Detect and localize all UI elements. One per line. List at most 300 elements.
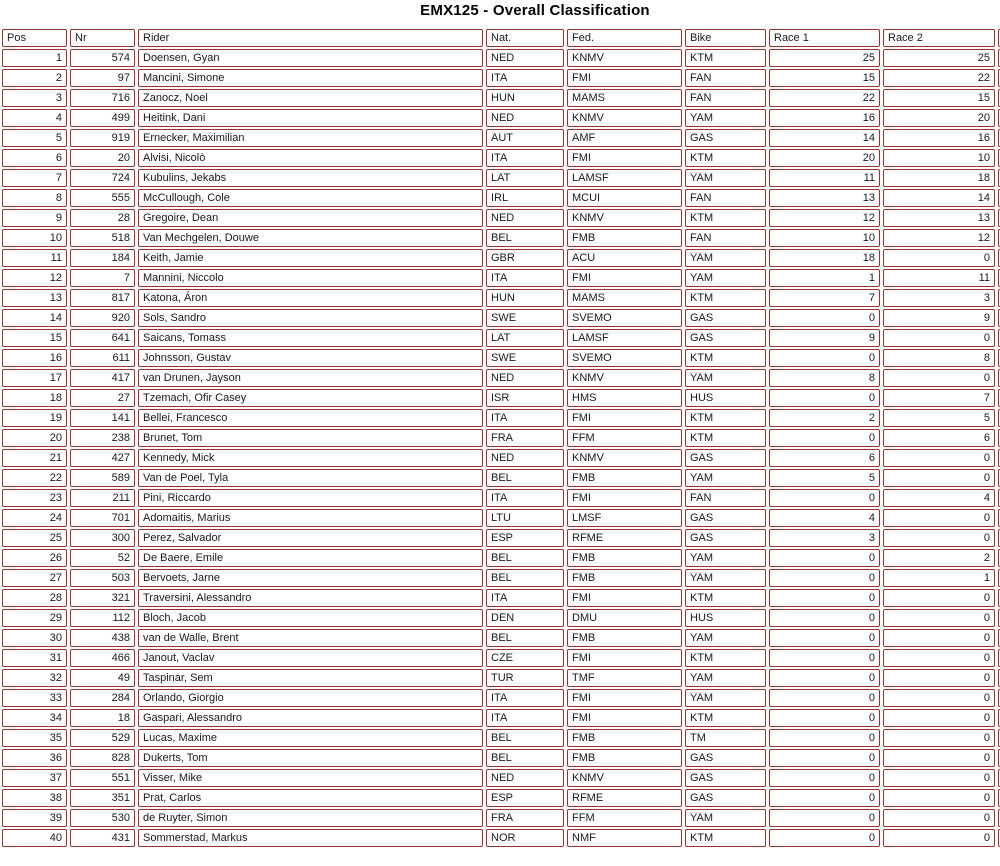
bike-cell: YAM (685, 809, 766, 827)
pos-cell: 33 (2, 689, 67, 707)
nat-cell: BEL (486, 469, 564, 487)
nat-cell: NED (486, 369, 564, 387)
race1-cell: 3 (769, 529, 880, 547)
bike-cell: FAN (685, 89, 766, 107)
race2-cell: 14 (883, 189, 995, 207)
table-row (2, 749, 1000, 767)
fed-cell: FFM (567, 429, 682, 447)
race1-cell: 4 (769, 509, 880, 527)
table-row (2, 209, 1000, 227)
nr-cell: 518 (70, 229, 135, 247)
fed-cell: LAMSF (567, 169, 682, 187)
race1-cell: 8 (769, 369, 880, 387)
bike-cell: GAS (685, 509, 766, 527)
race2-cell: 0 (883, 529, 995, 547)
pos-cell: 40 (2, 829, 67, 847)
rider-cell: Johnsson, Gustav (138, 349, 483, 367)
race1-cell: 6 (769, 449, 880, 467)
bike-cell: YAM (685, 689, 766, 707)
pos-cell: 4 (2, 109, 67, 127)
nat-cell: DEN (486, 609, 564, 627)
race1-cell: 0 (769, 689, 880, 707)
race1-cell: 0 (769, 589, 880, 607)
nr-cell: 919 (70, 129, 135, 147)
fed-cell: FMI (567, 69, 682, 87)
bike-cell: KTM (685, 829, 766, 847)
bike-cell: KTM (685, 49, 766, 67)
bike-cell: YAM (685, 369, 766, 387)
rider-cell: Saicans, Tomass (138, 329, 483, 347)
race1-cell: 0 (769, 629, 880, 647)
nr-cell: 28 (70, 209, 135, 227)
table-row (2, 689, 1000, 707)
pos-cell: 34 (2, 709, 67, 727)
nr-cell: 300 (70, 529, 135, 547)
bike-cell: KTM (685, 349, 766, 367)
nat-cell: NED (486, 209, 564, 227)
rider-cell: Perez, Salvador (138, 529, 483, 547)
nat-cell: BEL (486, 629, 564, 647)
table-row (2, 789, 1000, 807)
nr-cell: 555 (70, 189, 135, 207)
nr-cell: 141 (70, 409, 135, 427)
fed-cell: FMI (567, 689, 682, 707)
nr-cell: 20 (70, 149, 135, 167)
fed-cell: FMI (567, 709, 682, 727)
fed-cell: MAMS (567, 89, 682, 107)
table-row (2, 49, 1000, 67)
bike-cell: KTM (685, 589, 766, 607)
fed-cell: RFME (567, 529, 682, 547)
bike-cell: YAM (685, 169, 766, 187)
nr-cell: 574 (70, 49, 135, 67)
rider-cell: Adomaitis, Marius (138, 509, 483, 527)
race2-cell: 0 (883, 669, 995, 687)
race2-cell: 0 (883, 789, 995, 807)
bike-cell: KTM (685, 209, 766, 227)
rider-cell: Bloch, Jacob (138, 609, 483, 627)
table-row (2, 369, 1000, 387)
race1-cell: 1 (769, 269, 880, 287)
bike-cell: YAM (685, 269, 766, 287)
nat-cell: HUN (486, 289, 564, 307)
rider-cell: Pini, Riccardo (138, 489, 483, 507)
race1-cell: 5 (769, 469, 880, 487)
fed-cell: FMB (567, 229, 682, 247)
bike-cell: TM (685, 729, 766, 747)
bike-cell: GAS (685, 309, 766, 327)
nr-cell: 49 (70, 669, 135, 687)
race2-cell: 0 (883, 369, 995, 387)
nat-cell: NOR (486, 829, 564, 847)
race2-cell: 0 (883, 589, 995, 607)
table-row (2, 489, 1000, 507)
table-row (2, 649, 1000, 667)
race1-cell: 0 (769, 309, 880, 327)
nr-cell: 438 (70, 629, 135, 647)
nat-cell: ITA (486, 489, 564, 507)
pos-cell: 20 (2, 429, 67, 447)
nat-cell: HUN (486, 89, 564, 107)
table-row (2, 469, 1000, 487)
nr-cell: 351 (70, 789, 135, 807)
nat-cell: BEL (486, 729, 564, 747)
table-row (2, 769, 1000, 787)
nat-cell: LTU (486, 509, 564, 527)
race1-cell: 0 (769, 749, 880, 767)
table-row (2, 389, 1000, 407)
pos-cell: 29 (2, 609, 67, 627)
race2-cell: 8 (883, 349, 995, 367)
race1-cell: 0 (769, 569, 880, 587)
fed-cell: FMI (567, 149, 682, 167)
nat-cell: BEL (486, 749, 564, 767)
pos-cell: 19 (2, 409, 67, 427)
col-header-fed: Fed. (567, 29, 682, 47)
fed-cell: FMI (567, 409, 682, 427)
nat-cell: ITA (486, 69, 564, 87)
bike-cell: GAS (685, 529, 766, 547)
fed-cell: LMSF (567, 509, 682, 527)
col-header-rider: Rider (138, 29, 483, 47)
table-row (2, 829, 1000, 847)
table-row (2, 289, 1000, 307)
results-table-body (2, 49, 1000, 847)
race1-cell: 0 (769, 829, 880, 847)
rider-cell: Doensen, Gyan (138, 49, 483, 67)
nr-cell: 27 (70, 389, 135, 407)
nr-cell: 920 (70, 309, 135, 327)
race2-cell: 18 (883, 169, 995, 187)
race2-cell: 0 (883, 449, 995, 467)
nat-cell: FRA (486, 809, 564, 827)
rider-cell: Katona, Áron (138, 289, 483, 307)
race2-cell: 0 (883, 829, 995, 847)
race2-cell: 0 (883, 709, 995, 727)
race2-cell: 0 (883, 609, 995, 627)
nr-cell: 427 (70, 449, 135, 467)
fed-cell: FMI (567, 269, 682, 287)
table-row (2, 229, 1000, 247)
col-header-bike: Bike (685, 29, 766, 47)
bike-cell: GAS (685, 789, 766, 807)
nr-cell: 211 (70, 489, 135, 507)
col-header-nat: Nat. (486, 29, 564, 47)
rider-cell: Mancini, Simone (138, 69, 483, 87)
fed-cell: DMU (567, 609, 682, 627)
fed-cell: FMB (567, 549, 682, 567)
fed-cell: KNMV (567, 109, 682, 127)
race1-cell: 0 (769, 789, 880, 807)
pos-cell: 30 (2, 629, 67, 647)
rider-cell: Mannini, Niccolo (138, 269, 483, 287)
pos-cell: 1 (2, 49, 67, 67)
bike-cell: GAS (685, 449, 766, 467)
fed-cell: FMI (567, 489, 682, 507)
fed-cell: FFM (567, 809, 682, 827)
bike-cell: FAN (685, 69, 766, 87)
race2-cell: 22 (883, 69, 995, 87)
nat-cell: ISR (486, 389, 564, 407)
nat-cell: NED (486, 449, 564, 467)
race2-cell: 0 (883, 509, 995, 527)
fed-cell: ACU (567, 249, 682, 267)
bike-cell: GAS (685, 129, 766, 147)
race2-cell: 9 (883, 309, 995, 327)
rider-cell: Bellei, Francesco (138, 409, 483, 427)
fed-cell: KNMV (567, 49, 682, 67)
fed-cell: KNMV (567, 209, 682, 227)
race2-cell: 0 (883, 729, 995, 747)
nr-cell: 828 (70, 749, 135, 767)
nr-cell: 284 (70, 689, 135, 707)
rider-cell: Alvisi, Nicolò (138, 149, 483, 167)
nat-cell: ESP (486, 789, 564, 807)
race2-cell: 0 (883, 749, 995, 767)
pos-cell: 17 (2, 369, 67, 387)
nr-cell: 431 (70, 829, 135, 847)
nat-cell: SWE (486, 349, 564, 367)
rider-cell: De Baere, Emile (138, 549, 483, 567)
race2-cell: 6 (883, 429, 995, 447)
col-header-nr: Nr (70, 29, 135, 47)
title-bar (0, 2, 1000, 20)
fed-cell: FMB (567, 469, 682, 487)
rider-cell: Sommerstad, Markus (138, 829, 483, 847)
pos-cell: 7 (2, 169, 67, 187)
race1-cell: 0 (769, 609, 880, 627)
pos-cell: 35 (2, 729, 67, 747)
bike-cell: GAS (685, 749, 766, 767)
col-header-race2: Race 2 (883, 29, 995, 47)
race1-cell: 25 (769, 49, 880, 67)
table-row (2, 569, 1000, 587)
pos-cell: 32 (2, 669, 67, 687)
nat-cell: CZE (486, 649, 564, 667)
fed-cell: TMF (567, 669, 682, 687)
fed-cell: LAMSF (567, 329, 682, 347)
fed-cell: KNMV (567, 369, 682, 387)
race1-cell: 22 (769, 89, 880, 107)
nr-cell: 7 (70, 269, 135, 287)
race1-cell: 0 (769, 729, 880, 747)
bike-cell: YAM (685, 629, 766, 647)
nat-cell: ITA (486, 269, 564, 287)
race1-cell: 14 (769, 129, 880, 147)
table-row (2, 309, 1000, 327)
nat-cell: NED (486, 769, 564, 787)
pos-cell: 14 (2, 309, 67, 327)
pos-cell: 13 (2, 289, 67, 307)
fed-cell: FMB (567, 569, 682, 587)
table-row (2, 109, 1000, 127)
nr-cell: 641 (70, 329, 135, 347)
race1-cell: 0 (769, 349, 880, 367)
table-row (2, 349, 1000, 367)
pos-cell: 9 (2, 209, 67, 227)
pos-cell: 3 (2, 89, 67, 107)
bike-cell: YAM (685, 569, 766, 587)
nr-cell: 184 (70, 249, 135, 267)
race1-cell: 0 (769, 669, 880, 687)
nat-cell: BEL (486, 569, 564, 587)
bike-cell: GAS (685, 769, 766, 787)
table-row (2, 549, 1000, 567)
rider-cell: Visser, Mike (138, 769, 483, 787)
race2-cell: 1 (883, 569, 995, 587)
bike-cell: YAM (685, 669, 766, 687)
race1-cell: 10 (769, 229, 880, 247)
fed-cell: AMF (567, 129, 682, 147)
rider-cell: Traversini, Alessandro (138, 589, 483, 607)
bike-cell: KTM (685, 709, 766, 727)
pos-cell: 2 (2, 69, 67, 87)
nr-cell: 716 (70, 89, 135, 107)
nr-cell: 701 (70, 509, 135, 527)
rider-cell: Sols, Sandro (138, 309, 483, 327)
nat-cell: ITA (486, 149, 564, 167)
col-header-pos: Pos (2, 29, 67, 47)
race1-cell: 15 (769, 69, 880, 87)
nr-cell: 321 (70, 589, 135, 607)
race1-cell: 0 (769, 709, 880, 727)
table-row (2, 709, 1000, 727)
race1-cell: 16 (769, 109, 880, 127)
bike-cell: YAM (685, 469, 766, 487)
nat-cell: ITA (486, 589, 564, 607)
nat-cell: NED (486, 109, 564, 127)
fed-cell: FMB (567, 629, 682, 647)
race2-cell: 0 (883, 689, 995, 707)
nat-cell: FRA (486, 429, 564, 447)
nr-cell: 112 (70, 609, 135, 627)
nr-cell: 589 (70, 469, 135, 487)
rider-cell: Gregoire, Dean (138, 209, 483, 227)
fed-cell: MCUI (567, 189, 682, 207)
pos-cell: 25 (2, 529, 67, 547)
race2-cell: 5 (883, 409, 995, 427)
nat-cell: LAT (486, 169, 564, 187)
rider-cell: Bervoets, Jarne (138, 569, 483, 587)
fed-cell: SVEMO (567, 309, 682, 327)
table-row (2, 249, 1000, 267)
pos-cell: 28 (2, 589, 67, 607)
nat-cell: ESP (486, 529, 564, 547)
rider-cell: Ernecker, Maximilian (138, 129, 483, 147)
table-row (2, 669, 1000, 687)
rider-cell: van de Walle, Brent (138, 629, 483, 647)
fed-cell: FMI (567, 649, 682, 667)
nr-cell: 97 (70, 69, 135, 87)
nr-cell: 817 (70, 289, 135, 307)
pos-cell: 6 (2, 149, 67, 167)
race2-cell: 0 (883, 769, 995, 787)
fed-cell: HMS (567, 389, 682, 407)
table-row (2, 529, 1000, 547)
bike-cell: YAM (685, 549, 766, 567)
rider-cell: Orlando, Giorgio (138, 689, 483, 707)
pos-cell: 27 (2, 569, 67, 587)
rider-cell: Van de Poel, Tyla (138, 469, 483, 487)
bike-cell: HUS (685, 609, 766, 627)
pos-cell: 38 (2, 789, 67, 807)
race1-cell: 9 (769, 329, 880, 347)
pos-cell: 39 (2, 809, 67, 827)
rider-cell: Tzemach, Ofir Casey (138, 389, 483, 407)
rider-cell: McCullough, Cole (138, 189, 483, 207)
pos-cell: 15 (2, 329, 67, 347)
rider-cell: Brunet, Tom (138, 429, 483, 447)
table-row (2, 629, 1000, 647)
race1-cell: 0 (769, 809, 880, 827)
nr-cell: 529 (70, 729, 135, 747)
race1-cell: 0 (769, 429, 880, 447)
bike-cell: FAN (685, 489, 766, 507)
nat-cell: BEL (486, 549, 564, 567)
race1-cell: 12 (769, 209, 880, 227)
nr-cell: 530 (70, 809, 135, 827)
bike-cell: HUS (685, 389, 766, 407)
rider-cell: Janout, Vaclav (138, 649, 483, 667)
nat-cell: TUR (486, 669, 564, 687)
rider-cell: van Drunen, Jayson (138, 369, 483, 387)
fed-cell: MAMS (567, 289, 682, 307)
rider-cell: Zanocz, Noel (138, 89, 483, 107)
nat-cell: BEL (486, 229, 564, 247)
rider-cell: Heitink, Dani (138, 109, 483, 127)
nat-cell: NED (486, 49, 564, 67)
table-row (2, 89, 1000, 107)
rider-cell: Dukerts, Tom (138, 749, 483, 767)
fed-cell: FMB (567, 749, 682, 767)
nr-cell: 724 (70, 169, 135, 187)
bike-cell: KTM (685, 649, 766, 667)
race1-cell: 0 (769, 649, 880, 667)
nr-cell: 551 (70, 769, 135, 787)
table-row (2, 169, 1000, 187)
race1-cell: 18 (769, 249, 880, 267)
bike-cell: KTM (685, 149, 766, 167)
nat-cell: ITA (486, 409, 564, 427)
race1-cell: 0 (769, 389, 880, 407)
race2-cell: 20 (883, 109, 995, 127)
pos-cell: 36 (2, 749, 67, 767)
bike-cell: FAN (685, 189, 766, 207)
pos-cell: 22 (2, 469, 67, 487)
nat-cell: ITA (486, 689, 564, 707)
race1-cell: 0 (769, 769, 880, 787)
pos-cell: 12 (2, 269, 67, 287)
race1-cell: 7 (769, 289, 880, 307)
pos-cell: 18 (2, 389, 67, 407)
rider-cell: Taspinar, Sem (138, 669, 483, 687)
nr-cell: 503 (70, 569, 135, 587)
race2-cell: 25 (883, 49, 995, 67)
pos-cell: 16 (2, 349, 67, 367)
rider-cell: Kubulins, Jekabs (138, 169, 483, 187)
nr-cell: 52 (70, 549, 135, 567)
race2-cell: 16 (883, 129, 995, 147)
fed-cell: KNMV (567, 449, 682, 467)
race2-cell: 4 (883, 489, 995, 507)
race1-cell: 13 (769, 189, 880, 207)
pos-cell: 5 (2, 129, 67, 147)
fed-cell: FMI (567, 589, 682, 607)
nr-cell: 466 (70, 649, 135, 667)
pos-cell: 10 (2, 229, 67, 247)
race2-cell: 0 (883, 329, 995, 347)
race2-cell: 7 (883, 389, 995, 407)
